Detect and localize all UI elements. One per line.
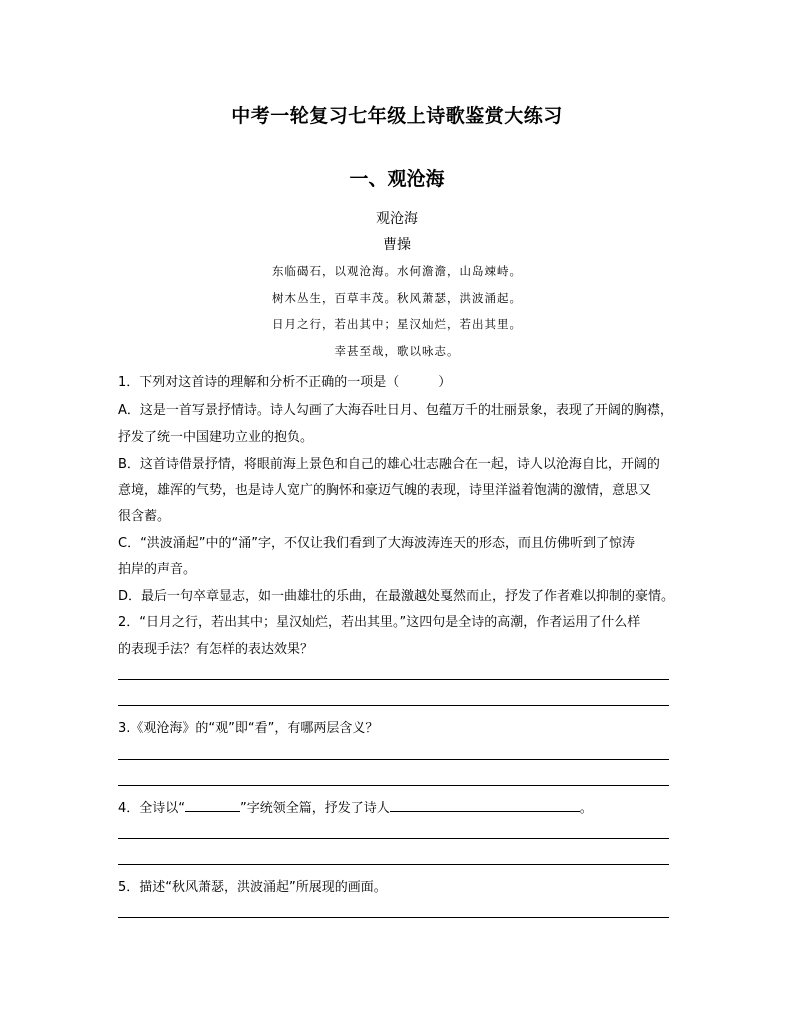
poem-line: 日月之行，若出其中；星汉灿烂，若出其里。 [272,317,522,331]
poem-author: 曹操 [383,237,411,253]
answer-line[interactable] [118,759,669,760]
answer-line[interactable] [118,705,669,706]
fill-blank-keyword[interactable] [185,798,240,812]
question-4-text-2: ”字统领全篇，抒发了诗人 [240,801,390,816]
question-1-option-a: A．这是一首写景抒情诗。诗人勾画了大海吞吐日月、包蕴万千的壮丽景象，表现了开阔的胸襟， [118,403,673,418]
question-1-option-c: C．“洪波涌起”中的“涌”字，不仅让我们看到了大海波涛连天的形态，而且仿佛听到了惊涛 [118,536,636,551]
question-1-option-b-cont: 很含蓄。 [118,509,171,524]
question-2-stem: 2．“日月之行，若出其中；星汉灿烂，若出其里。”这四句是全诗的高潮，作者运用了什么样 [118,615,641,630]
poem-line: 幸甚至哉，歌以咏志。 [334,344,460,358]
question-4-text-1: 4．全诗以“ [118,801,186,816]
section-heading: 一、观沧海 [349,168,445,190]
question-4-text-3: 。 [579,801,593,816]
answer-line[interactable] [118,785,669,786]
question-1-option-b: B．这首诗借景抒情，将眼前海上景色和自己的雄心壮志融合在一起，诗人以沧海自比，开阔的 [118,457,660,472]
answer-line[interactable] [118,679,669,680]
question-3-stem: 3.《观沧海》的“观”即“看”，有哪两层含义？ [118,721,379,736]
poem-line: 树木丛生，百草丰茂。秋风萧瑟，洪波涌起。 [272,291,522,305]
question-1-option-b-cont: 意境，雄浑的气势，也是诗人宽广的胸怀和豪迈气魄的表现，诗里洋溢着饱满的激情，意思又 [118,483,652,498]
poem-line: 东临碣石，以观沧海。水何澹澹，山岛竦峙。 [272,264,522,278]
question-1-option-a-cont: 抒发了统一中国建功立业的抱负。 [118,430,314,445]
question-1-option-d: D．最后一句卒章显志，如一曲雄壮的乐曲，在最激越处戛然而止，抒发了作者难以抑制的豪情。 [118,589,675,604]
document-title: 中考一轮复习七年级上诗歌鉴赏大练习 [231,105,563,127]
answer-line[interactable] [118,917,669,918]
question-2-stem-cont: 的表现手法？有怎样的表达效果？ [118,642,314,657]
answer-line[interactable] [118,838,669,839]
poem-title: 观沧海 [376,211,418,227]
answer-line[interactable] [118,864,669,865]
question-1-option-c-cont: 拍岸的声音。 [118,562,197,577]
question-5-stem: 5．描述“秋风萧瑟，洪波涌起”所展现的画面。 [118,880,387,895]
question-1-stem: 1．下列对这首诗的理解和分析不正确的一项是（ ） [118,375,452,390]
fill-blank-feeling[interactable] [390,798,580,812]
question-4-stem [118,797,593,816]
